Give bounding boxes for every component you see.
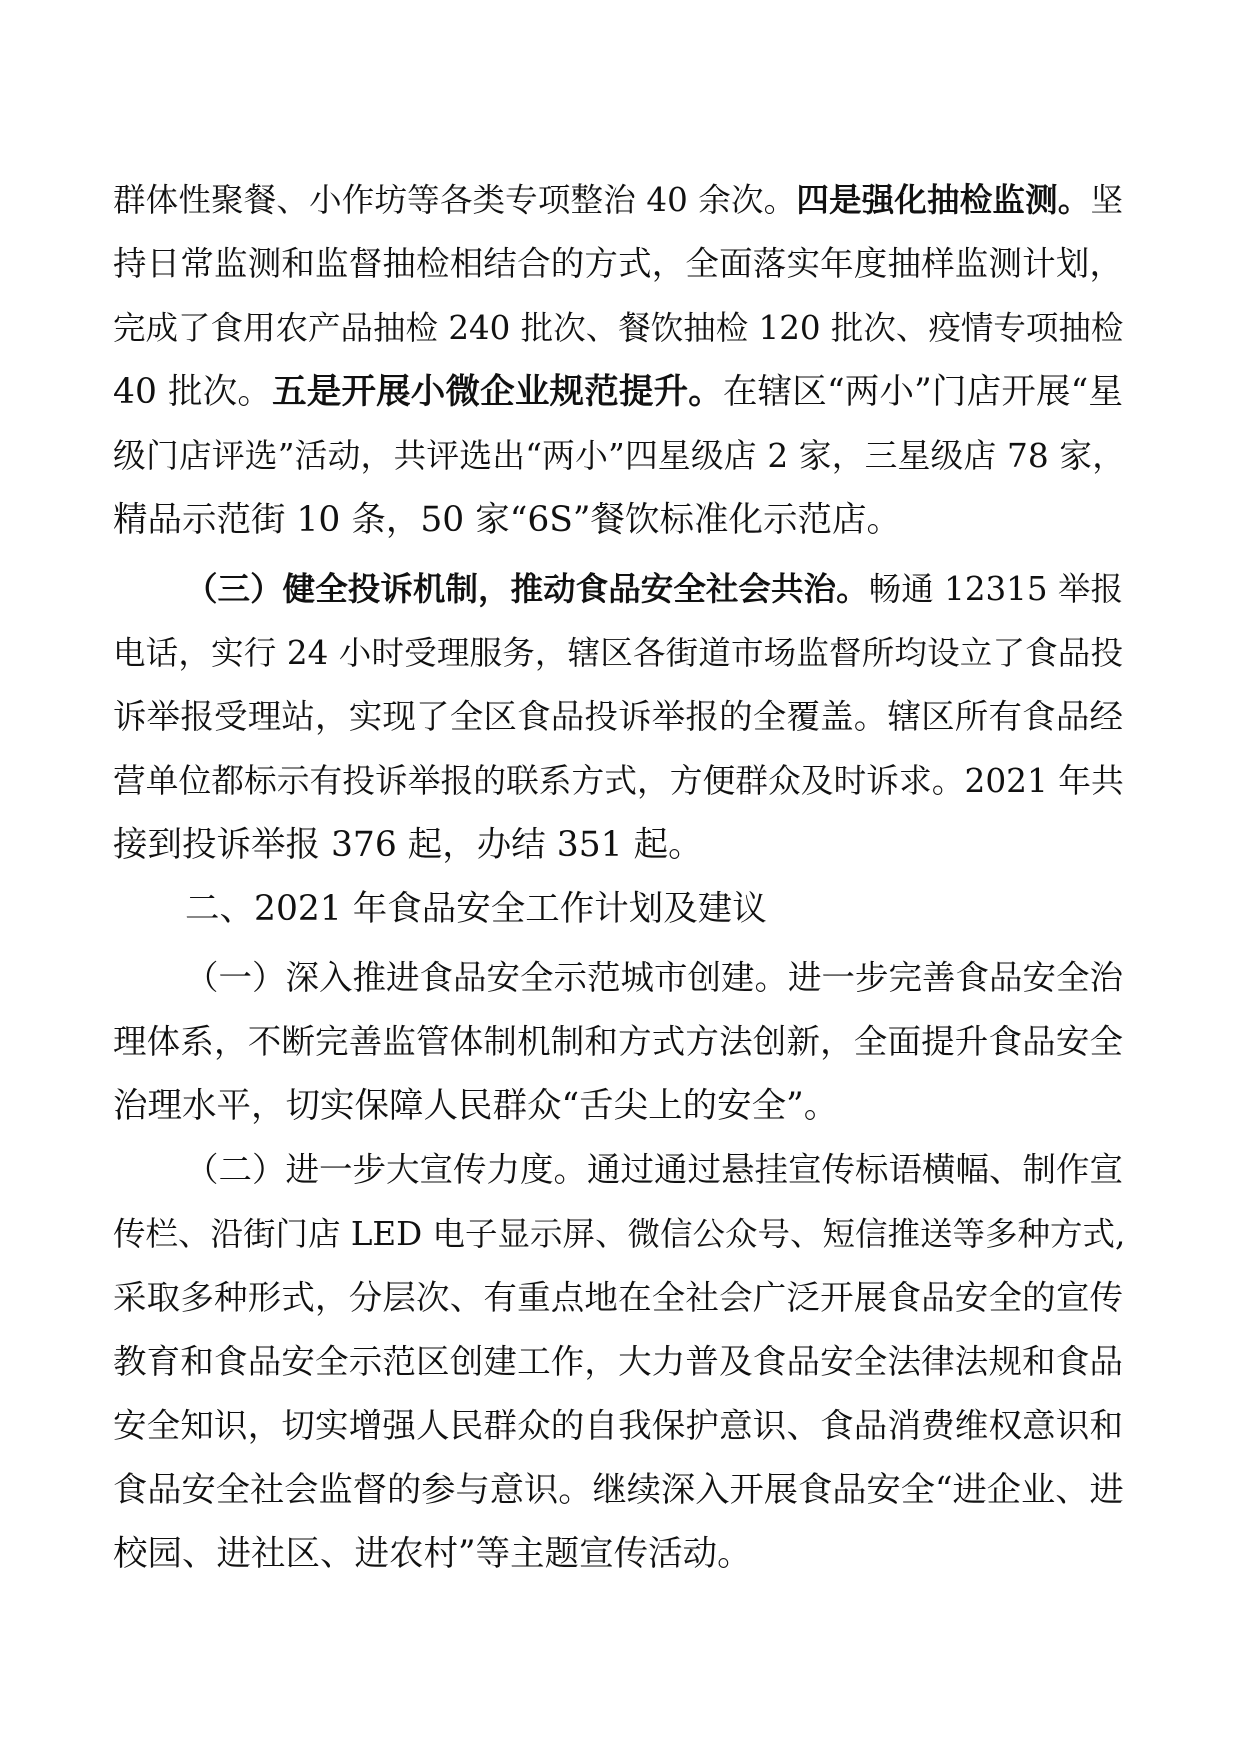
bold-heading-run: 五是开展小微企业规范提升。 [272,372,723,412]
section-title-line [185,877,1123,941]
section-heading-line [185,557,1123,621]
text-run: 精品示范街 10 条，50 家“6S”餐饮标准化示范店。 [113,500,902,540]
text-run: 40 批次。 [113,372,273,412]
body-text-line [113,232,1123,296]
text-run: （一）深入推进食品安全示范城市创建。进一步完善食品安全治 [185,958,1123,997]
body-text-line [113,296,1123,360]
body-text-line [113,1330,1123,1394]
text-run: 群体性聚餐、小作坊等各类专项整治 40 余次。 [113,181,797,219]
text-run: 级门店评选”活动，共评选出“两小”四星级店 2 家，三星级店 78 家， [113,437,1125,475]
body-text-line [113,1202,1125,1266]
bold-heading-run: （三）健全投诉机制，推动食品安全社会共治。 [185,570,869,608]
text-run: 坚 [1090,181,1123,219]
text-run: 传栏、沿街门店 LED 电子显示屏、微信公众号、短信推送等多种方式, [113,1215,1126,1253]
body-text-line [113,488,1123,552]
text-run: 营单位都标示有投诉举报的联系方式，方便群众及时诉求。2021 年共 [113,762,1124,800]
text-run: 安全知识，切实增强人民群众的自我保护意识、食品消费维权意识和 [113,1406,1123,1445]
body-text-line [185,1138,1123,1202]
body-text-line [113,1010,1123,1074]
body-text-line [113,1394,1123,1458]
body-text-line [113,424,1125,488]
body-text-line [113,1458,1123,1522]
body-text-line [113,813,1123,877]
text-run: 接到投诉举报 376 起，办结 351 起。 [113,825,703,865]
body-text-line [113,1522,1123,1586]
text-run: 在辖区“两小”门店开展“星 [722,372,1124,412]
text-run: 理体系，不断完善监管体制机制和方式方法创新，全面提升食品安全 [113,1022,1123,1061]
text-run: 采取多种形式，分层次、有重点地在全社会广泛开展食品安全的宣传 [113,1278,1123,1317]
text-run: 持日常监测和监督抽检相结合的方式，全面落实年度抽样监测计划， [113,244,1123,283]
text-run: 校园、进社区、进农村”等主题宣传活动。 [113,1534,752,1574]
text-run: 电话，实行 24 小时受理服务，辖区各街道市场监督所均设立了食品投 [113,634,1123,672]
body-text-line [113,1074,1123,1138]
body-text-line [113,168,1123,232]
text-run: 畅通 12315 举报 [868,570,1123,608]
body-text-line [113,621,1123,685]
text-run: （二）进一步大宣传力度。通过通过悬挂宣传标语横幅、制作宣 [185,1150,1123,1189]
text-run: 完成了食用农产品抽检 240 批次、餐饮抽检 120 批次、疫情专项抽检 [113,309,1124,347]
body-text-line [113,749,1123,813]
text-run: 教育和食品安全示范区创建工作，大力普及食品安全法律法规和食品 [113,1342,1123,1381]
body-text-line [113,685,1123,749]
text-run: 二、2021 年食品安全工作计划及建议 [185,889,767,929]
bold-heading-run: 四是强化抽检监测。 [796,181,1091,219]
body-text-line [113,1266,1123,1330]
text-run: 诉举报受理站，实现了全区食品投诉举报的全覆盖。辖区所有食品经 [113,697,1123,736]
text-run: 治理水平，切实保障人民群众“舌尖上的安全”。 [113,1086,839,1126]
text-run: 食品安全社会监督的参与意识。继续深入开展食品安全“进企业、进 [113,1470,1124,1510]
body-text-line [113,360,1123,424]
body-text-line [185,946,1123,1010]
